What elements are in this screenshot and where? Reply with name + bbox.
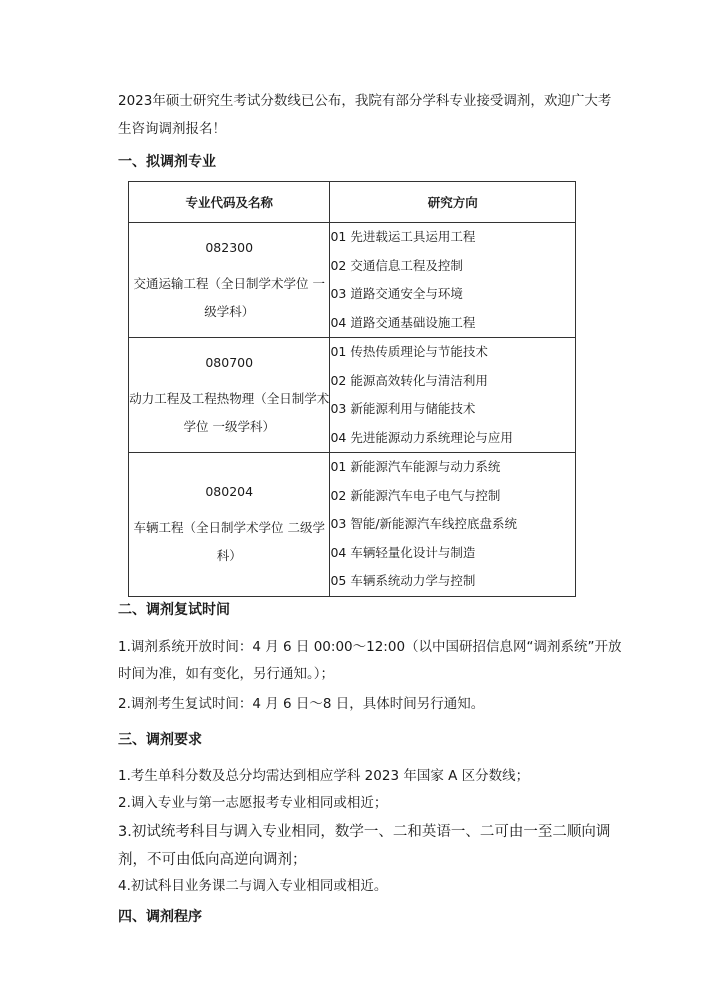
direction-item: 01 先进载运工具运用工程 <box>330 229 476 244</box>
intro-text: 2023年硕士研究生考试分数线已公布，我院有部分学科专业接受调剂，欢迎广大考生咨询调剂报名！ <box>118 93 612 137</box>
direction-cell <box>330 453 576 597</box>
major-code: 080204 <box>205 484 254 500</box>
direction-item: 02 新能源汽车电子电气与控制 <box>330 487 501 503</box>
direction-item: 02 能源高效转化与清洁利用 <box>330 372 488 388</box>
majors-table <box>128 181 576 597</box>
direction-cell <box>330 223 576 338</box>
direction-item: 01 传热传质理论与节能技术 <box>330 344 488 359</box>
section-2-heading: 二、调剂复试时间 <box>118 602 230 618</box>
section-1-heading: 一、拟调剂专业 <box>118 154 216 170</box>
major-name: 车辆工程（全日制学术学位 二级学科） <box>133 520 325 564</box>
table-row <box>129 338 576 453</box>
direction-item: 03 新能源利用与储能技术 <box>330 401 476 416</box>
direction-item: 05 车辆系统动力学与控制 <box>330 573 476 588</box>
time-item-1: 1.调剂系统开放时间：4 月 6 日 00:00～12:00（以中国研招信息网“调剂系统”开放时间为准，如有变化，另行通知。）； <box>118 639 622 682</box>
major-name: 动力工程及工程热物理（全日制学术学位 一级学科） <box>129 391 330 434</box>
direction-item: 01 新能源汽车能源与动力系统 <box>330 459 501 474</box>
requirement-item-2: 2.调入专业与第一志愿报考专业相同或相近； <box>118 795 388 811</box>
major-code: 082300 <box>205 240 254 255</box>
table-header-row <box>129 182 576 223</box>
direction-item: 02 交通信息工程及控制 <box>330 257 463 273</box>
section-4-heading: 四、调剂程序 <box>118 909 202 925</box>
requirement-item-3: 3.初试统考科目与调入专业相同，数学一、二和英语一、二可由一至二顺向调剂，不可由低向高逆向调剂； <box>118 824 611 868</box>
direction-item: 04 车辆轻量化设计与制造 <box>330 544 476 560</box>
direction-item: 03 智能/新能源汽车线控底盘系统 <box>330 516 518 531</box>
direction-cell <box>330 338 576 453</box>
table-row <box>129 223 576 338</box>
header-direction: 研究方向 <box>330 182 576 223</box>
major-name: 交通运输工程（全日制学术学位 一级学科） <box>133 276 325 319</box>
major-cell <box>129 453 330 597</box>
major-cell <box>129 338 330 453</box>
direction-item: 04 道路交通基础设施工程 <box>330 314 476 330</box>
section-3-heading: 三、调剂要求 <box>118 732 202 748</box>
major-code: 080700 <box>205 355 254 370</box>
intro-paragraph <box>118 87 618 143</box>
direction-item: 03 道路交通安全与环境 <box>330 286 463 301</box>
direction-item: 04 先进能源动力系统理论与应用 <box>330 429 513 445</box>
major-cell <box>129 223 330 338</box>
table-row <box>129 453 576 597</box>
requirement-item-4: 4.初试科目业务课二与调入专业相同或相近。 <box>118 878 388 894</box>
header-major: 专业代码及名称 <box>129 182 330 223</box>
time-item-2: 2.调剂考生复试时间：4 月 6 日～8 日，具体时间另行通知。 <box>118 696 485 712</box>
requirement-item-1: 1.考生单科分数及总分均需达到相应学科 2023 年国家 A 区分数线； <box>118 768 530 784</box>
